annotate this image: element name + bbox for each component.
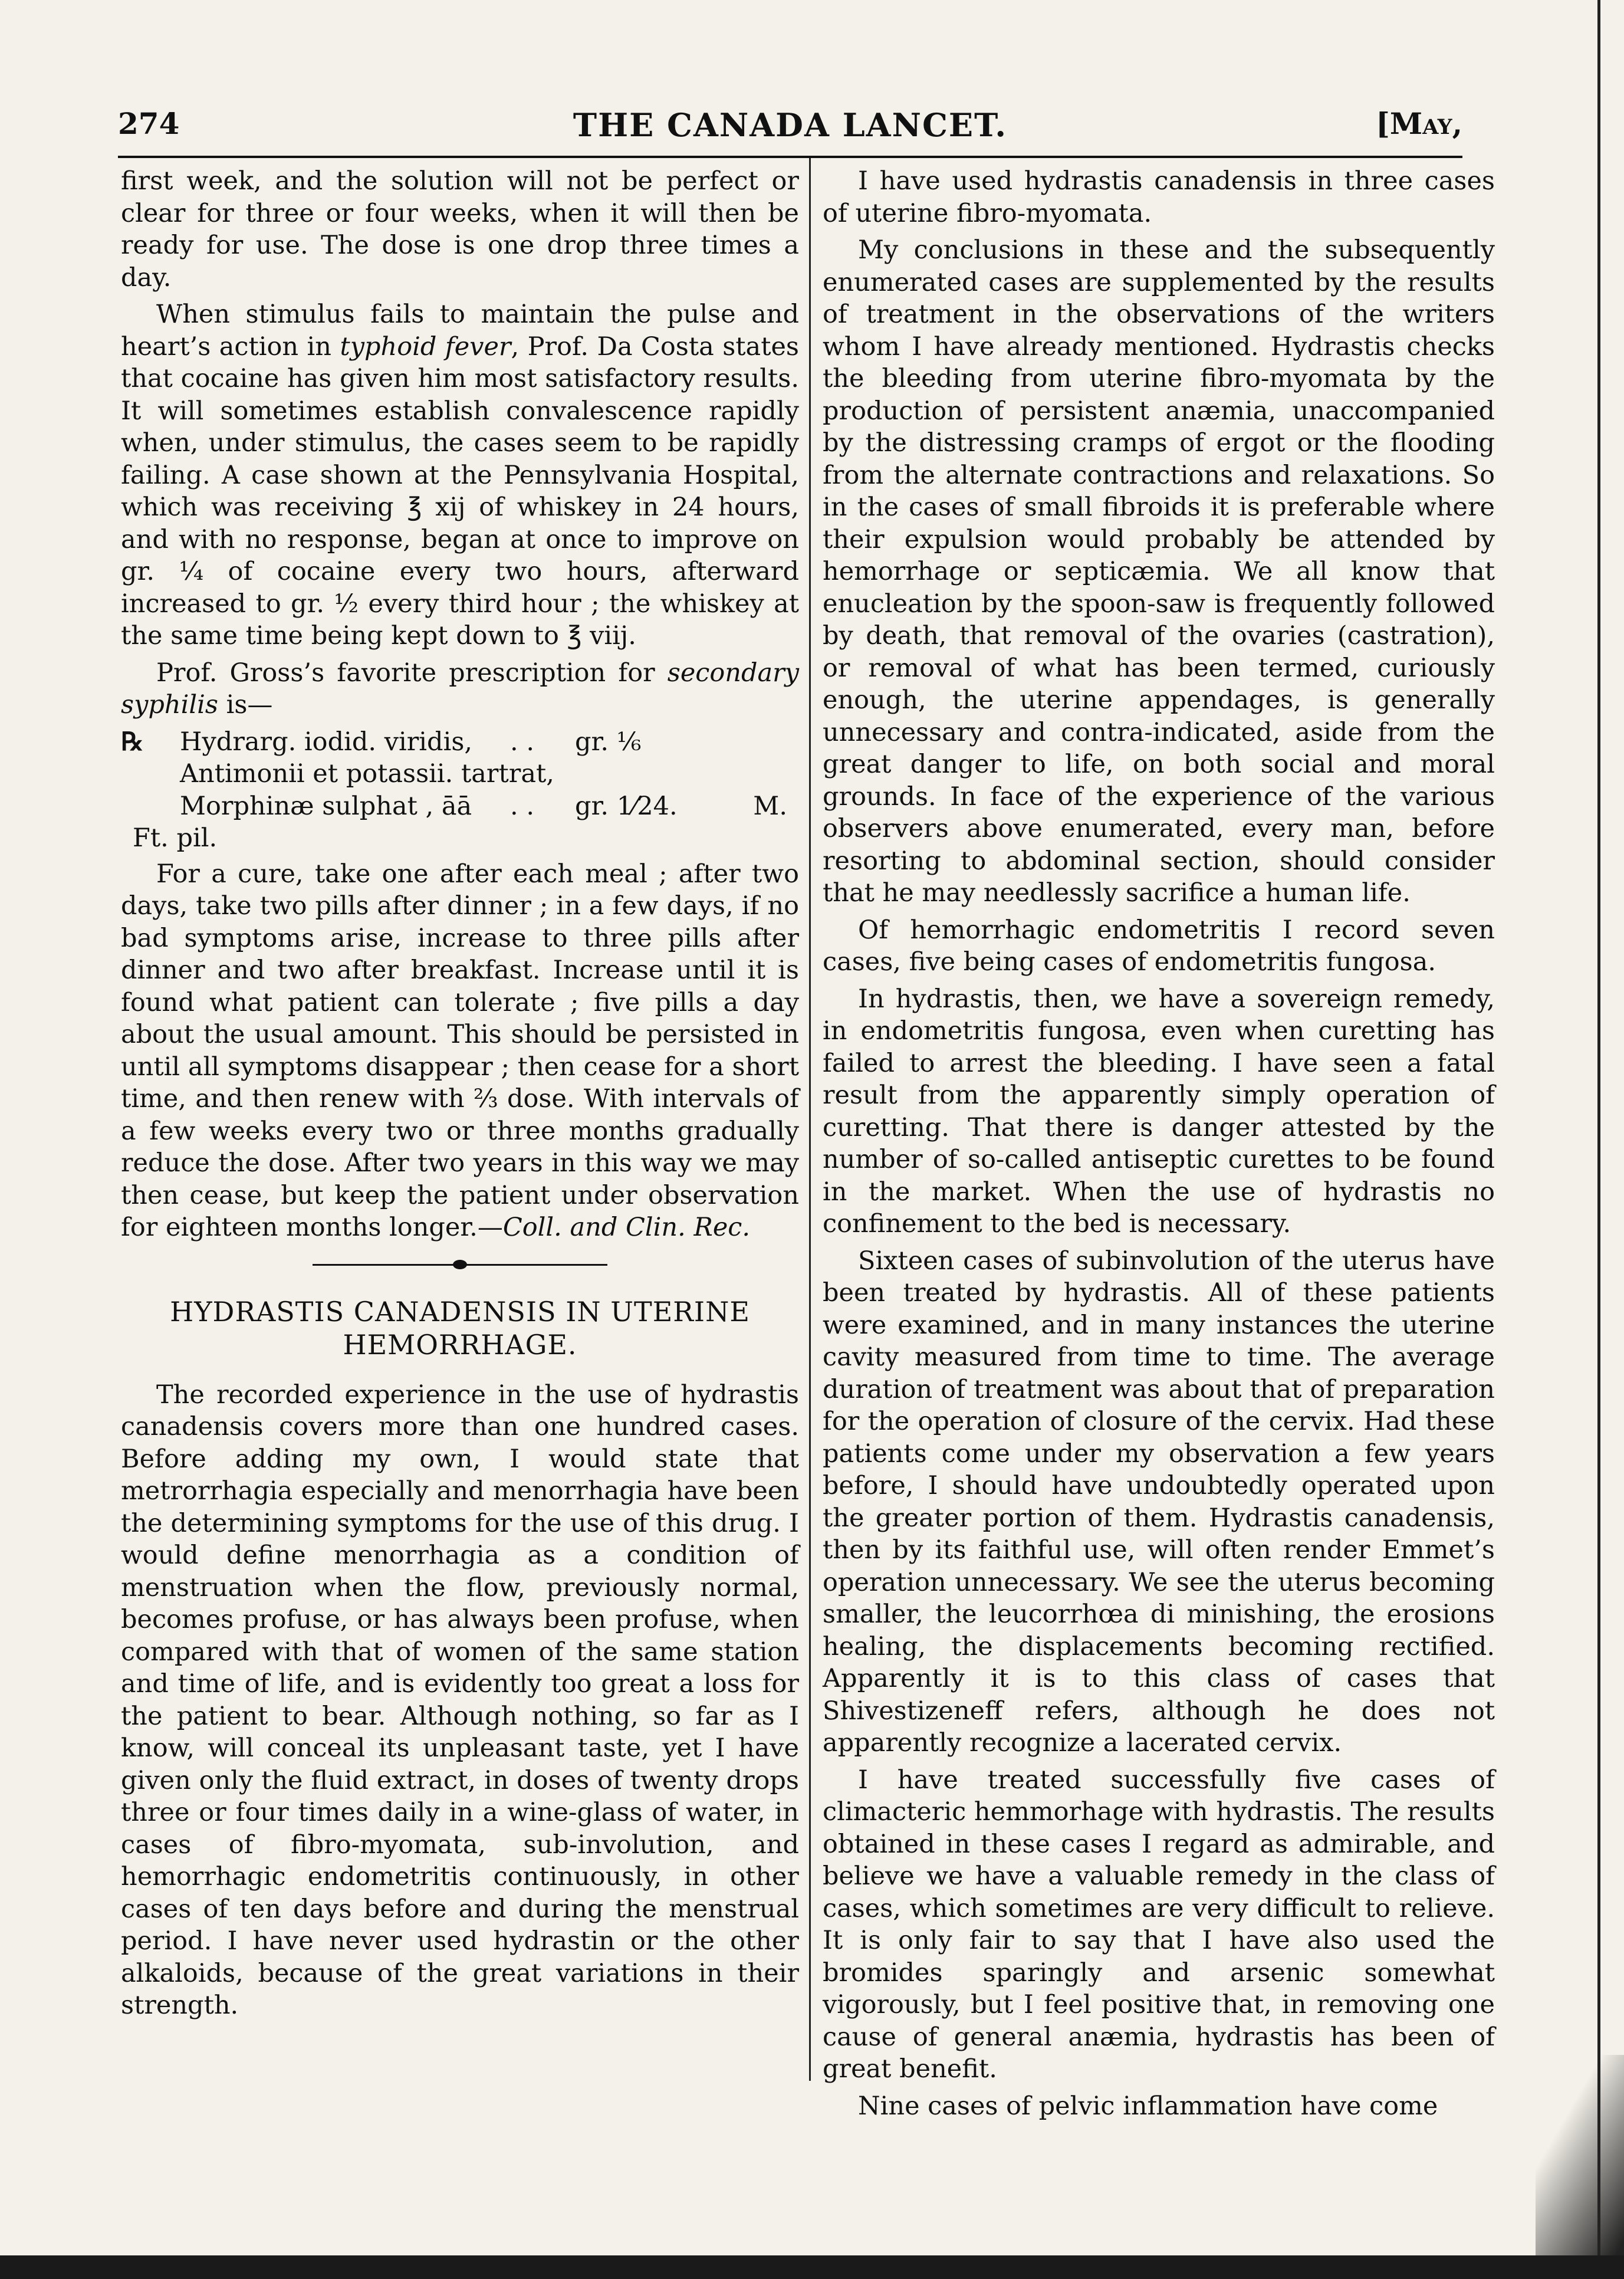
paragraph bbox=[121, 858, 799, 1244]
journal-title: THE CANADA LANCET. bbox=[573, 106, 1008, 144]
paragraph: Sixteen cases of subinvolution of the uterus have been treated by hydrastis. All of these patients were examined, and in many instances the uterine cavity measured from time to time. The average duration of treatment was about that of preparation for the operation of closure of the cervix. Had these patients come under my observation a few years before, I should have undoubtedly operated upon the greater portion of them. Hydrastis canadensis, then by its faithful use, will often render Emmet’s operation unnecessary. We see the uterus becoming smaller, the leucorrhœa di minishing, the erosions healing, the displacements becoming rectified. Apparently it is to this class of cases that Shivestizeneff refers, although he does not apparently recognize a lacerated cervix. bbox=[823, 1246, 1495, 1758]
page-number: 274 bbox=[118, 106, 180, 141]
text-run: , Prof. Da Costa states that cocaine has given him most satisfactory results. It will sometimes establish convalescence rapidly when, under stimulus, the cases seem to be rapidly failing. A case shown at the Pennsylvania Hospital, which was receiving ℥ xij of whiskey in 24 hours, and with no response, began at once to improve on gr. ¼ of cocaine every two hours, afterward increased to gr. ½ every third hour ; the whiskey at the same time being kept down to ℥ viij. bbox=[121, 331, 799, 651]
right-column bbox=[823, 165, 1495, 2127]
leader-dots: . . bbox=[510, 727, 535, 757]
prescription-instruction: Ft. pil. bbox=[133, 823, 218, 853]
paragraph: My conclusions in these and the subsequently enumerated cases are supplemented by the results of treatment in the observations of the writers whom I have already mentioned. Hydrastis checks the bleeding from uterine fibro-myomata by the production of persistent anæmia, unaccompanied by the distressing cramps of ergot or the flooding from the alternate contractions and relaxations. So in the cases of small fibroids it is preferable where their expulsion would probably be attended by hemorrhage or septicæmia. We all know that enucleation by the spoon-saw is frequently followed by death, that removal of the ovaries (castration), or removal of what has been termed, curiously enough, the uterine appendages, is generally unnecessary and contra-indicated, aside from the great danger to life, on both social and moral grounds. In face of the experience of the various observers above enumerated, every man, before resorting to abdominal section, should consider that he may needlessly sacrifice a human life. bbox=[823, 235, 1495, 908]
section-separator bbox=[313, 1264, 607, 1266]
prescription bbox=[121, 726, 799, 855]
text-run: is— bbox=[218, 690, 273, 720]
prescription-line bbox=[121, 726, 799, 758]
paragraph bbox=[121, 657, 799, 721]
paragraph: Nine cases of pelvic inflammation have come bbox=[858, 2091, 1438, 2121]
text-run: When stimulus fails to maintain the pulse and heart’s action in bbox=[121, 300, 799, 362]
source-citation: Coll. and Clin. Rec. bbox=[502, 1213, 751, 1242]
italic-run: typhoid fever bbox=[340, 331, 511, 362]
scan-edge bbox=[0, 2255, 1624, 2279]
misce-mark: M. bbox=[753, 791, 787, 821]
left-column bbox=[121, 165, 799, 2027]
drug-name: Hydrarg. iodid. viridis, bbox=[180, 727, 473, 757]
scan-edge bbox=[1597, 0, 1600, 2279]
recipe-symbol: ℞ bbox=[121, 727, 144, 757]
leader-dots: . . bbox=[510, 791, 535, 821]
article-title: HYDRASTIS CANADENSIS IN UTERINE HEMORRHAGE. bbox=[170, 1295, 750, 1361]
scan-shadow bbox=[1536, 2055, 1624, 2279]
prescription-line bbox=[121, 758, 799, 790]
drug-name: Antimonii et potassii. tartrat, bbox=[180, 759, 554, 789]
issue-month: [May, bbox=[1376, 106, 1462, 141]
text-run: For a cure, take one after each meal ; after two days, take two pills after dinner ; in a few days, if no bad symptoms arise, increase to three pills after dinner and two after breakfast. Increase until it is found what patient can tolerate ; five pills a day about the usual amount. This should be persisted in until all symptoms disappear ; then cease for a short time, and then renew with ⅔ dose. With intervals of a few weeks every two or three months gradually reduce the dose. After two years in this way we may then cease, but keep the patient under observation for eighteen months longer.— bbox=[121, 859, 799, 1242]
italic-run: secondary syphilis bbox=[121, 658, 799, 720]
paragraph: I have treated successfully five cases of climacteric hemmorhage with hydrastis. The results obtained in these cases I regard as admirable, and believe we have a valuable remedy in the class of cases, which sometimes are very difficult to relieve. It is only fair to say that I have also used the bromides sparingly and arsenic somewhat vigorously, but I feel positive that, in removing one cause of general anæmia, hydrastis has been of great benefit. bbox=[823, 1765, 1495, 2084]
prescription-line bbox=[121, 790, 799, 823]
dose: gr. 1⁄24. bbox=[575, 791, 678, 821]
paragraph: The recorded experience in the use of hydrastis canadensis covers more than one hundred cases. Before adding my own, I would state that metrorrhagia especially and menorrhagia have been the determining symptoms for the use of this drug. I would define menorrhagia as a condition of menstruation when the flow, previously normal, becomes profuse, or has always been profuse, when compared with that of women of the same station and time of life, and is evidently too great a loss for the patient to bear. Although nothing, so far as I know, will conceal its unpleasant taste, yet I have given only the fluid extract, in doses of twenty drops three or four times daily in a wine-glass of water, in cases of fibro-myomata, sub-involution, and hemorrhagic endometritis continuously, in other cases of ten days before and during the menstrual period. I have never used hydrastin or the other alkaloids, because of the great variations in their strength. bbox=[121, 1380, 799, 2020]
paragraph: I have used hydrastis canadensis in three cases of uterine fibro-myomata. bbox=[823, 166, 1495, 228]
paragraph: Of hemorrhagic endometritis I record seven cases, five being cases of endometritis fungosa. bbox=[823, 915, 1495, 977]
dose: gr. ⅙ bbox=[575, 727, 642, 757]
paragraph bbox=[121, 298, 799, 652]
column-divider bbox=[809, 158, 811, 2081]
paragraph: first week, and the solution will not be perfect or clear for three or four weeks, when it will then be ready for use. The dose is one drop three times a day. bbox=[121, 166, 799, 293]
header-rule bbox=[118, 156, 1462, 158]
paragraph: In hydrastis, then, we have a sovereign remedy, in endometritis fungosa, even when curetting has failed to arrest the bleeding. I have seen a fatal result from the apparently simply operation of curetting. That there is danger attested by the number of so-called antiseptic curettes to be found in the market. When the use of hydrastis no confinement to the bed is necessary. bbox=[823, 984, 1495, 1239]
page-header bbox=[118, 94, 1462, 147]
drug-name: Morphinæ sulphat , āā bbox=[180, 791, 472, 821]
text-run: Prof. Gross’s favorite prescription for bbox=[156, 658, 668, 688]
